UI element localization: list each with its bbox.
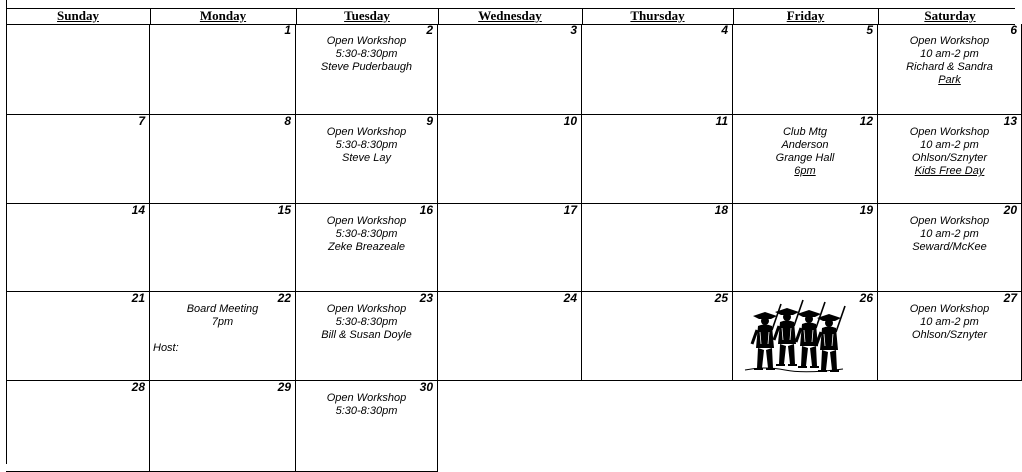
- day-number: 20: [1003, 203, 1017, 217]
- day-cell[interactable]: [878, 204, 1022, 292]
- event-line: Grange Hall: [775, 152, 835, 164]
- day-number: 18: [714, 203, 728, 217]
- day-number: 6: [1010, 23, 1017, 37]
- weekday-header-friday: Friday: [786, 8, 825, 23]
- day-cell[interactable]: [878, 292, 1022, 381]
- day-number: 2: [426, 23, 433, 37]
- event-text: [733, 126, 877, 178]
- day-number: 8: [284, 114, 291, 128]
- event-line: 6pm: [794, 165, 816, 177]
- day-number: 22: [277, 291, 291, 305]
- event-line: Seward/McKee: [912, 241, 987, 253]
- day-cell[interactable]: [6, 204, 150, 292]
- day-cell[interactable]: [582, 24, 733, 115]
- header-divider: [150, 9, 151, 24]
- day-number: 28: [131, 380, 145, 394]
- day-number: 15: [277, 203, 291, 217]
- weekday-header-tuesday: Tuesday: [344, 8, 390, 23]
- day-number: 30: [419, 380, 433, 394]
- day-cell[interactable]: [296, 115, 438, 204]
- day-cell[interactable]: [733, 24, 878, 115]
- day-number: 25: [714, 291, 728, 305]
- day-cell[interactable]: [296, 24, 438, 115]
- event-line: 7pm: [211, 316, 234, 328]
- day-cell[interactable]: [6, 115, 150, 204]
- day-number: 9: [426, 114, 433, 128]
- event-text: [878, 215, 1021, 254]
- event-line: Bill & Susan Doyle: [321, 329, 412, 341]
- day-cell[interactable]: [6, 24, 150, 115]
- event-line: Open Workshop: [326, 303, 407, 315]
- event-text: [296, 215, 437, 254]
- day-cell[interactable]: [438, 24, 582, 115]
- event-line: Open Workshop: [909, 35, 990, 47]
- day-number: 11: [715, 114, 728, 128]
- event-text: [878, 126, 1021, 178]
- event-text: [878, 303, 1021, 342]
- event-line: Open Workshop: [909, 215, 990, 227]
- weekday-header-monday: Monday: [199, 8, 247, 23]
- event-line: Ohlson/Sznyter: [911, 152, 988, 164]
- day-cell[interactable]: [150, 292, 296, 381]
- weekday-header-saturday: Saturday: [924, 8, 976, 23]
- header-divider: [438, 9, 439, 24]
- event-line: Zeke Breazeale: [327, 241, 406, 253]
- day-number: 13: [1003, 114, 1017, 128]
- day-number: 21: [131, 291, 145, 305]
- day-cell[interactable]: [296, 292, 438, 381]
- event-line: 10 am-2 pm: [920, 48, 979, 60]
- day-cell[interactable]: [878, 24, 1022, 115]
- day-number: 1: [284, 23, 291, 37]
- day-cell[interactable]: [6, 381, 150, 472]
- event-line: Steve Puderbaugh: [320, 61, 413, 73]
- day-cell[interactable]: [582, 115, 733, 204]
- day-cell[interactable]: [6, 292, 150, 381]
- event-line: 10 am-2 pm: [920, 228, 979, 240]
- day-number: 29: [277, 380, 291, 394]
- event-line: 5:30-8:30pm: [335, 316, 398, 328]
- event-line: Open Workshop: [326, 126, 407, 138]
- day-number: 16: [419, 203, 433, 217]
- day-number: 5: [866, 23, 873, 37]
- event-line: 10 am-2 pm: [920, 316, 979, 328]
- day-cell[interactable]: [438, 204, 582, 292]
- day-cell[interactable]: [438, 292, 582, 381]
- day-cell[interactable]: [150, 24, 296, 115]
- event-line: 10 am-2 pm: [920, 139, 979, 151]
- event-line: Park: [938, 74, 961, 86]
- day-number: 24: [563, 291, 577, 305]
- event-line: 5:30-8:30pm: [335, 48, 398, 60]
- event-line: Open Workshop: [326, 392, 407, 404]
- event-line: Open Workshop: [909, 126, 990, 138]
- header-divider: [582, 9, 583, 24]
- day-cell[interactable]: [150, 381, 296, 472]
- day-number: 14: [131, 203, 145, 217]
- event-line: Board Meeting: [186, 303, 259, 315]
- weekday-header-wednesday: Wednesday: [478, 8, 542, 23]
- event-line: Open Workshop: [909, 303, 990, 315]
- header-divider: [296, 9, 297, 24]
- event-line: Ohlson/Sznyter: [911, 329, 988, 341]
- host-label: Host:: [153, 342, 179, 354]
- day-cell[interactable]: [733, 115, 878, 204]
- day-cell[interactable]: [878, 115, 1022, 204]
- day-cell[interactable]: [150, 204, 296, 292]
- event-line: 5:30-8:30pm: [335, 139, 398, 151]
- event-line: Steve Lay: [342, 152, 391, 164]
- header-divider: [733, 9, 734, 24]
- header-divider: [878, 9, 879, 24]
- event-text: [296, 392, 437, 418]
- day-number: 26: [859, 291, 873, 305]
- day-cell[interactable]: [438, 115, 582, 204]
- day-cell[interactable]: [296, 204, 438, 292]
- day-cell[interactable]: [150, 115, 296, 204]
- weekday-header-sunday: Sunday: [57, 8, 99, 23]
- day-number: 12: [859, 114, 873, 128]
- day-number: 19: [859, 203, 873, 217]
- event-text: [296, 126, 437, 165]
- weekday-header-thursday: Thursday: [630, 8, 685, 23]
- day-cell[interactable]: [733, 292, 878, 381]
- day-number: 23: [419, 291, 433, 305]
- event-line: Kids Free Day: [914, 165, 985, 177]
- minutemen-image: [745, 304, 843, 372]
- day-number: 4: [721, 23, 728, 37]
- day-cell[interactable]: [582, 204, 733, 292]
- day-cell[interactable]: [582, 292, 733, 381]
- event-line: 5:30-8:30pm: [335, 228, 398, 240]
- day-cell[interactable]: [296, 381, 438, 472]
- event-text: [150, 303, 295, 329]
- event-text: [296, 303, 437, 342]
- event-text: [296, 35, 437, 74]
- event-line: 5:30-8:30pm: [335, 405, 398, 417]
- event-line: Open Workshop: [326, 215, 407, 227]
- day-number: 10: [563, 114, 577, 128]
- day-number: 7: [138, 114, 145, 128]
- day-number: 27: [1003, 291, 1017, 305]
- day-cell[interactable]: [733, 204, 878, 292]
- day-number: 17: [563, 203, 577, 217]
- event-line: Anderson: [781, 139, 829, 151]
- event-line: Richard & Sandra: [906, 61, 993, 73]
- event-line: Open Workshop: [326, 35, 407, 47]
- day-number: 3: [570, 23, 577, 37]
- event-text: [878, 35, 1021, 87]
- event-line: Club Mtg: [782, 126, 828, 138]
